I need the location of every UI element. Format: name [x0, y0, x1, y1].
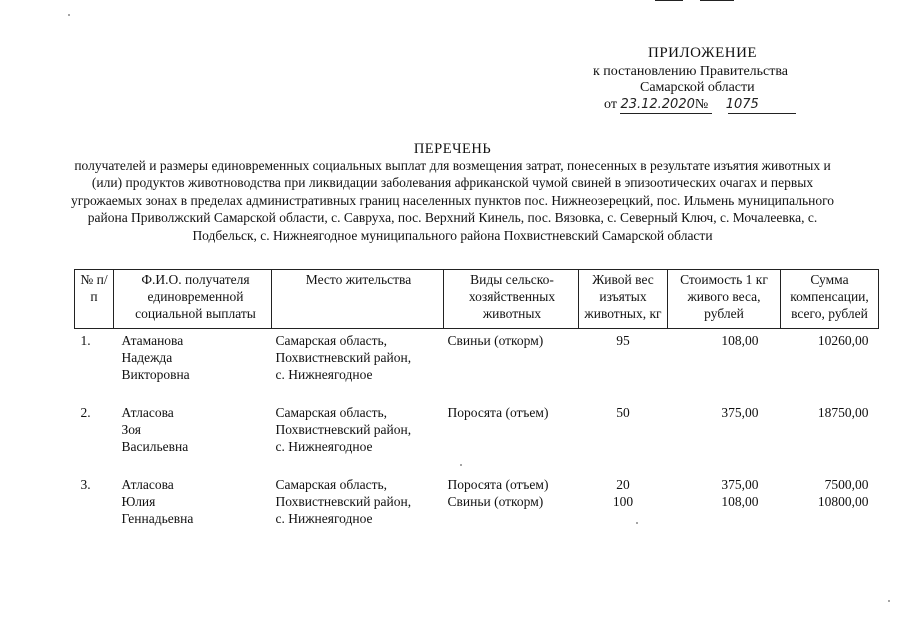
residence-region: Самарская область, [275, 333, 388, 348]
animal-type: Свиньи (откорм) [447, 494, 544, 509]
row-number: 1. [80, 333, 91, 348]
recipient-name [114, 401, 272, 473]
residence-village: с. Нижнеягодное [275, 367, 373, 382]
header-weight: Живой вес изъятых животных, кг [579, 270, 668, 329]
table-row [75, 473, 879, 545]
header-cost: Стоимость 1 кг живого веса, рублей [668, 270, 781, 329]
live-weight: 50 [616, 405, 630, 420]
header-animal-type: Виды сельско-хозяйственных животных [444, 270, 579, 329]
header-num: № п/п [75, 270, 114, 329]
table-row [75, 401, 879, 473]
unit-cost: 375,00 [721, 477, 759, 492]
residence-district: Похвистневский район, [275, 494, 412, 509]
residence [272, 401, 444, 473]
residence [272, 329, 444, 402]
resolution-date: 23.12.2020 [620, 97, 695, 112]
table-row [75, 329, 879, 402]
number-underline [728, 113, 796, 114]
first-name: Надежда [121, 350, 173, 365]
from-label: от [604, 97, 617, 112]
patronymic: Васильевна [121, 439, 189, 454]
unit-costs [668, 473, 781, 545]
appendix-region-line: Самарской области [640, 80, 755, 95]
compensation-sum: 7500,00 [824, 477, 869, 492]
scan-speck [888, 600, 890, 602]
first-name: Зоя [121, 422, 141, 437]
header-place: Место жительства [272, 270, 444, 329]
residence-district: Похвистневский район, [275, 422, 412, 437]
live-weights [579, 401, 668, 473]
residence-region: Самарская область, [275, 477, 388, 492]
compensation-sums [781, 401, 879, 473]
appendix-date-number-line [604, 96, 759, 114]
scan-edge-mark [655, 0, 683, 1]
patronymic: Викторовна [121, 367, 190, 382]
animal-type: Свиньи (откорм) [447, 333, 544, 348]
header-sum: Сумма компенсации, всего, рублей [781, 270, 879, 329]
residence-district: Похвистневский район, [275, 350, 412, 365]
resolution-number: 1075 [725, 97, 759, 112]
scan-speck [68, 14, 70, 16]
surname: Атласова [121, 405, 174, 420]
surname: Атаманова [121, 333, 184, 348]
surname: Атласова [121, 477, 174, 492]
compensation-sum: 10800,00 [817, 494, 869, 509]
animal-types [444, 329, 579, 402]
live-weight: 100 [612, 494, 634, 509]
live-weights [579, 329, 668, 402]
animal-type: Поросята (отъем) [447, 477, 549, 492]
appendix-title: ПРИЛОЖЕНИЕ [648, 45, 758, 61]
payments-table [74, 269, 879, 545]
date-underline [620, 113, 712, 114]
compensation-sums [781, 473, 879, 545]
list-description: получателей и размеры единовременных социальных выплат для возмещения затрат, понесенных в результате изъятия животных и (или) продуктов животноводства при ликвидации заболевания африканской чумой свиней в эпизоотических очагах и первых угрожаемых зонах в пределах административных границ населенных пунктов пос. Нижнеозерецкий, пос. Ильмень муниципального района Приволжский Самарской области, с. Савруха, пос. Верхний Кинель, пос. Вязовка, с. Северный Ключ, с. Мочалеевка, с. Подбельск, с. Нижнеягодное муниципального района Похвистневский Самарской области [70, 158, 835, 243]
unit-cost: 108,00 [721, 333, 759, 348]
compensation-sum: 10260,00 [817, 333, 869, 348]
recipient-name [114, 329, 272, 402]
unit-costs [668, 401, 781, 473]
residence [272, 473, 444, 545]
animal-types [444, 401, 579, 473]
appendix-resolution-line: к постановлению Правительства [593, 64, 789, 79]
header-name: Ф.И.О. получателя единовременной социальной выплаты [114, 270, 272, 329]
animal-types [444, 473, 579, 545]
live-weight: 20 [616, 477, 630, 492]
residence-village: с. Нижнеягодное [275, 439, 373, 454]
first-name: Юлия [121, 494, 156, 509]
row-number: 2. [80, 405, 91, 420]
residence-region: Самарская область, [275, 405, 388, 420]
list-title: ПЕРЕЧЕНЬ [413, 141, 492, 157]
unit-cost: 375,00 [721, 405, 759, 420]
live-weights [579, 473, 668, 545]
row-number: 3. [80, 477, 91, 492]
patronymic: Геннадьевна [121, 511, 194, 526]
residence-village: с. Нижнеягодное [275, 511, 373, 526]
live-weight: 95 [616, 333, 630, 348]
table-header-row [75, 270, 879, 329]
number-label: № [694, 97, 709, 112]
scan-edge-mark [700, 0, 734, 1]
compensation-sum: 18750,00 [817, 405, 869, 420]
scan-speck [636, 522, 638, 524]
scan-speck [460, 464, 462, 466]
compensation-sums [781, 329, 879, 402]
unit-cost: 108,00 [721, 494, 759, 509]
unit-costs [668, 329, 781, 402]
animal-type: Поросята (отъем) [447, 405, 549, 420]
recipient-name [114, 473, 272, 545]
